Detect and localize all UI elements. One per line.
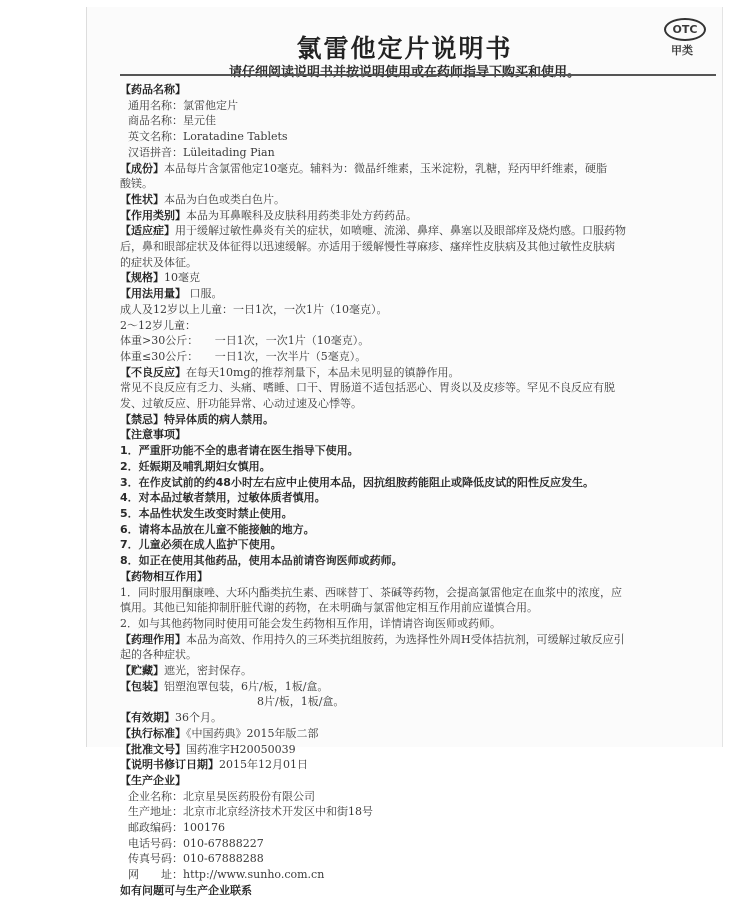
adverse-text-3: 发、过敏反应、肝功能异常、心动过速及心悸等。 bbox=[120, 397, 362, 411]
indications-text-2: 后，鼻和眼部症状及体征得以迅速缓解。亦适用于缓解慢性荨麻疹、瘙痒性皮肤病及其他过敏性皮肤病 bbox=[120, 240, 615, 254]
pharmacology-text: 本品为高效、作用持久的三环类抗组胺药，为选择性外周H受体拮抗剂，可缓解过敏反应引 bbox=[186, 632, 625, 646]
precaution-item: 1．严重肝功能不全的患者请在医生指导下使用。 bbox=[120, 444, 359, 458]
section-heading-standard: 【执行标准】 bbox=[120, 726, 186, 740]
section-heading-precautions: 【注意事项】 bbox=[120, 428, 186, 442]
leaflet-body bbox=[120, 82, 720, 899]
section-heading-drug-name: 【药品名称】 bbox=[120, 83, 186, 96]
adverse-text-2: 常见不良反应有乏力、头痛、嗜睡、口干、胃肠道不适包括恶心、胃炎以及皮疹等。罕见不良反应有脱 bbox=[120, 381, 615, 395]
dosage-adult: 成人及12岁以上儿童：一日1次，一次1片（10毫克）。 bbox=[120, 302, 388, 316]
otc-category-label: 甲类 bbox=[671, 44, 693, 57]
composition-text-cont: 酸镁。 bbox=[120, 177, 153, 191]
precaution-item: 6．请将本品放在儿童不能接触的地方。 bbox=[120, 522, 315, 536]
section-heading-composition: 【成份】 bbox=[120, 161, 164, 175]
validity-text: 36个月。 bbox=[175, 711, 222, 725]
precaution-item: 7．儿童必须在成人监护下使用。 bbox=[120, 538, 282, 552]
approval-number: 国药准字H20050039 bbox=[186, 742, 296, 756]
dosage-text: 口服。 bbox=[189, 287, 223, 301]
section-heading-specification: 【规格】 bbox=[120, 271, 164, 285]
section-heading-revision-date: 【说明书修订日期】 bbox=[120, 758, 219, 772]
section-heading-category: 【作用类别】 bbox=[120, 208, 186, 222]
composition-text: 本品每片含氯雷他定10毫克。辅料为：微晶纤维素，玉米淀粉，乳糖，羟丙甲纤维素，硬脂 bbox=[164, 161, 607, 175]
section-heading-interactions: 【药物相互作用】 bbox=[120, 569, 208, 583]
contact-note: 如有问题可与生产企业联系 bbox=[120, 883, 252, 897]
indications-text: 用于缓解过敏性鼻炎有关的症状，如喷嚏、流涕、鼻痒、鼻塞以及眼部痒及烧灼感。口服药物 bbox=[175, 224, 626, 238]
section-heading-dosage: 【用法用量】 bbox=[120, 287, 186, 301]
manufacturer-website: 网 址：http://www.sunho.com.cn bbox=[128, 868, 325, 882]
manufacturer-name: 企业名称：北京星昊医药股份有限公司 bbox=[128, 789, 315, 803]
interactions-text-1: 1．同时服用酮康唑、大环内酯类抗生素、西咪替丁、茶碱等药物，会提高氯雷他定在血浆中的浓度，应 bbox=[120, 585, 622, 599]
manufacturer-phone: 电话号码：010-67888227 bbox=[128, 836, 264, 850]
pharmacology-text-2: 起的各种症状。 bbox=[120, 648, 197, 662]
contraindications-text: 特异体质的病人禁用。 bbox=[164, 412, 274, 426]
dosage-child: 2～12岁儿童： bbox=[120, 318, 196, 332]
manufacturer-address: 生产地址：北京市北京经济技术开发区中和街18号 bbox=[128, 805, 373, 819]
precaution-item: 3．在作皮试前的约48小时左右应中止使用本品，因抗组胺药能阻止或降低皮试的阳性反应发生。 bbox=[120, 475, 594, 489]
standard-text: 《中国药典》2015年版二部 bbox=[186, 726, 319, 740]
category-text: 本品为耳鼻喉科及皮肤科用药类非处方药药品。 bbox=[186, 208, 417, 222]
indications-text-3: 的症状及体征。 bbox=[120, 255, 197, 269]
section-heading-adverse: 【不良反应】 bbox=[120, 365, 186, 379]
dosage-over-30kg: 体重>30公斤： 一日1次，一次1片（10毫克）。 bbox=[120, 334, 370, 348]
package-text: 铝塑泡罩包装，6片/板，1板/盒。 bbox=[164, 679, 329, 693]
section-heading-manufacturer: 【生产企业】 bbox=[120, 773, 186, 787]
precaution-item: 5．本品性状发生改变时禁止使用。 bbox=[120, 506, 293, 520]
manufacturer-fax: 传真号码：010-67888288 bbox=[128, 852, 264, 866]
section-heading-description: 【性状】 bbox=[120, 192, 164, 206]
header-divider bbox=[120, 74, 716, 76]
description-text: 本品为白色或类白色片。 bbox=[164, 192, 285, 206]
interactions-text-2: 慎用。其他已知能抑制肝脏代谢的药物，在未明确与氯雷他定相互作用前应谨慎合用。 bbox=[120, 601, 538, 615]
section-heading-validity: 【有效期】 bbox=[120, 711, 175, 725]
precaution-item: 8．如正在使用其他药品，使用本品前请咨询医师或药师。 bbox=[120, 554, 403, 568]
section-heading-contraindications: 【禁忌】 bbox=[120, 412, 164, 426]
precaution-item: 2．妊娠期及哺乳期妇女慎用。 bbox=[120, 459, 271, 473]
usage-notice: 请仔细阅读说明书并按说明使用或在药师指导下购买和使用。 bbox=[228, 65, 580, 80]
specification-text: 10毫克 bbox=[164, 271, 200, 285]
brand-name: 商品名称：星元佳 bbox=[128, 114, 216, 128]
section-heading-indications: 【适应症】 bbox=[120, 224, 175, 238]
revision-date: 2015年12月01日 bbox=[219, 758, 308, 772]
pinyin-name: 汉语拼音：Lüleitading Pian bbox=[128, 145, 275, 159]
manufacturer-postcode: 邮政编码：100176 bbox=[128, 821, 225, 835]
package-text-2: 8片/板，1板/盒。 bbox=[257, 695, 345, 709]
adverse-text: 在每天10mg的推荐剂量下，本品未见明显的镇静作用。 bbox=[186, 365, 460, 379]
dosage-under-30kg: 体重≤30公斤： 一日1次，一次半片（5毫克）。 bbox=[120, 349, 367, 363]
english-name: 英文名称：Loratadine Tablets bbox=[128, 130, 288, 144]
generic-name: 通用名称：氯雷他定片 bbox=[128, 98, 238, 112]
otc-badge: OTC bbox=[664, 18, 706, 41]
storage-text: 遮光，密封保存。 bbox=[164, 664, 252, 678]
document-title: 氯雷他定片说明书 bbox=[296, 34, 513, 63]
section-heading-package: 【包装】 bbox=[120, 679, 164, 693]
interactions-text-3: 2．如与其他药物同时使用可能会发生药物相互作用，详情请咨询医师或药师。 bbox=[120, 616, 501, 630]
precaution-item: 4．对本品过敏者禁用，过敏体质者慎用。 bbox=[120, 491, 326, 505]
section-heading-pharmacology: 【药理作用】 bbox=[120, 632, 186, 646]
section-heading-approval: 【批准文号】 bbox=[120, 742, 186, 756]
section-heading-storage: 【贮藏】 bbox=[120, 664, 164, 678]
